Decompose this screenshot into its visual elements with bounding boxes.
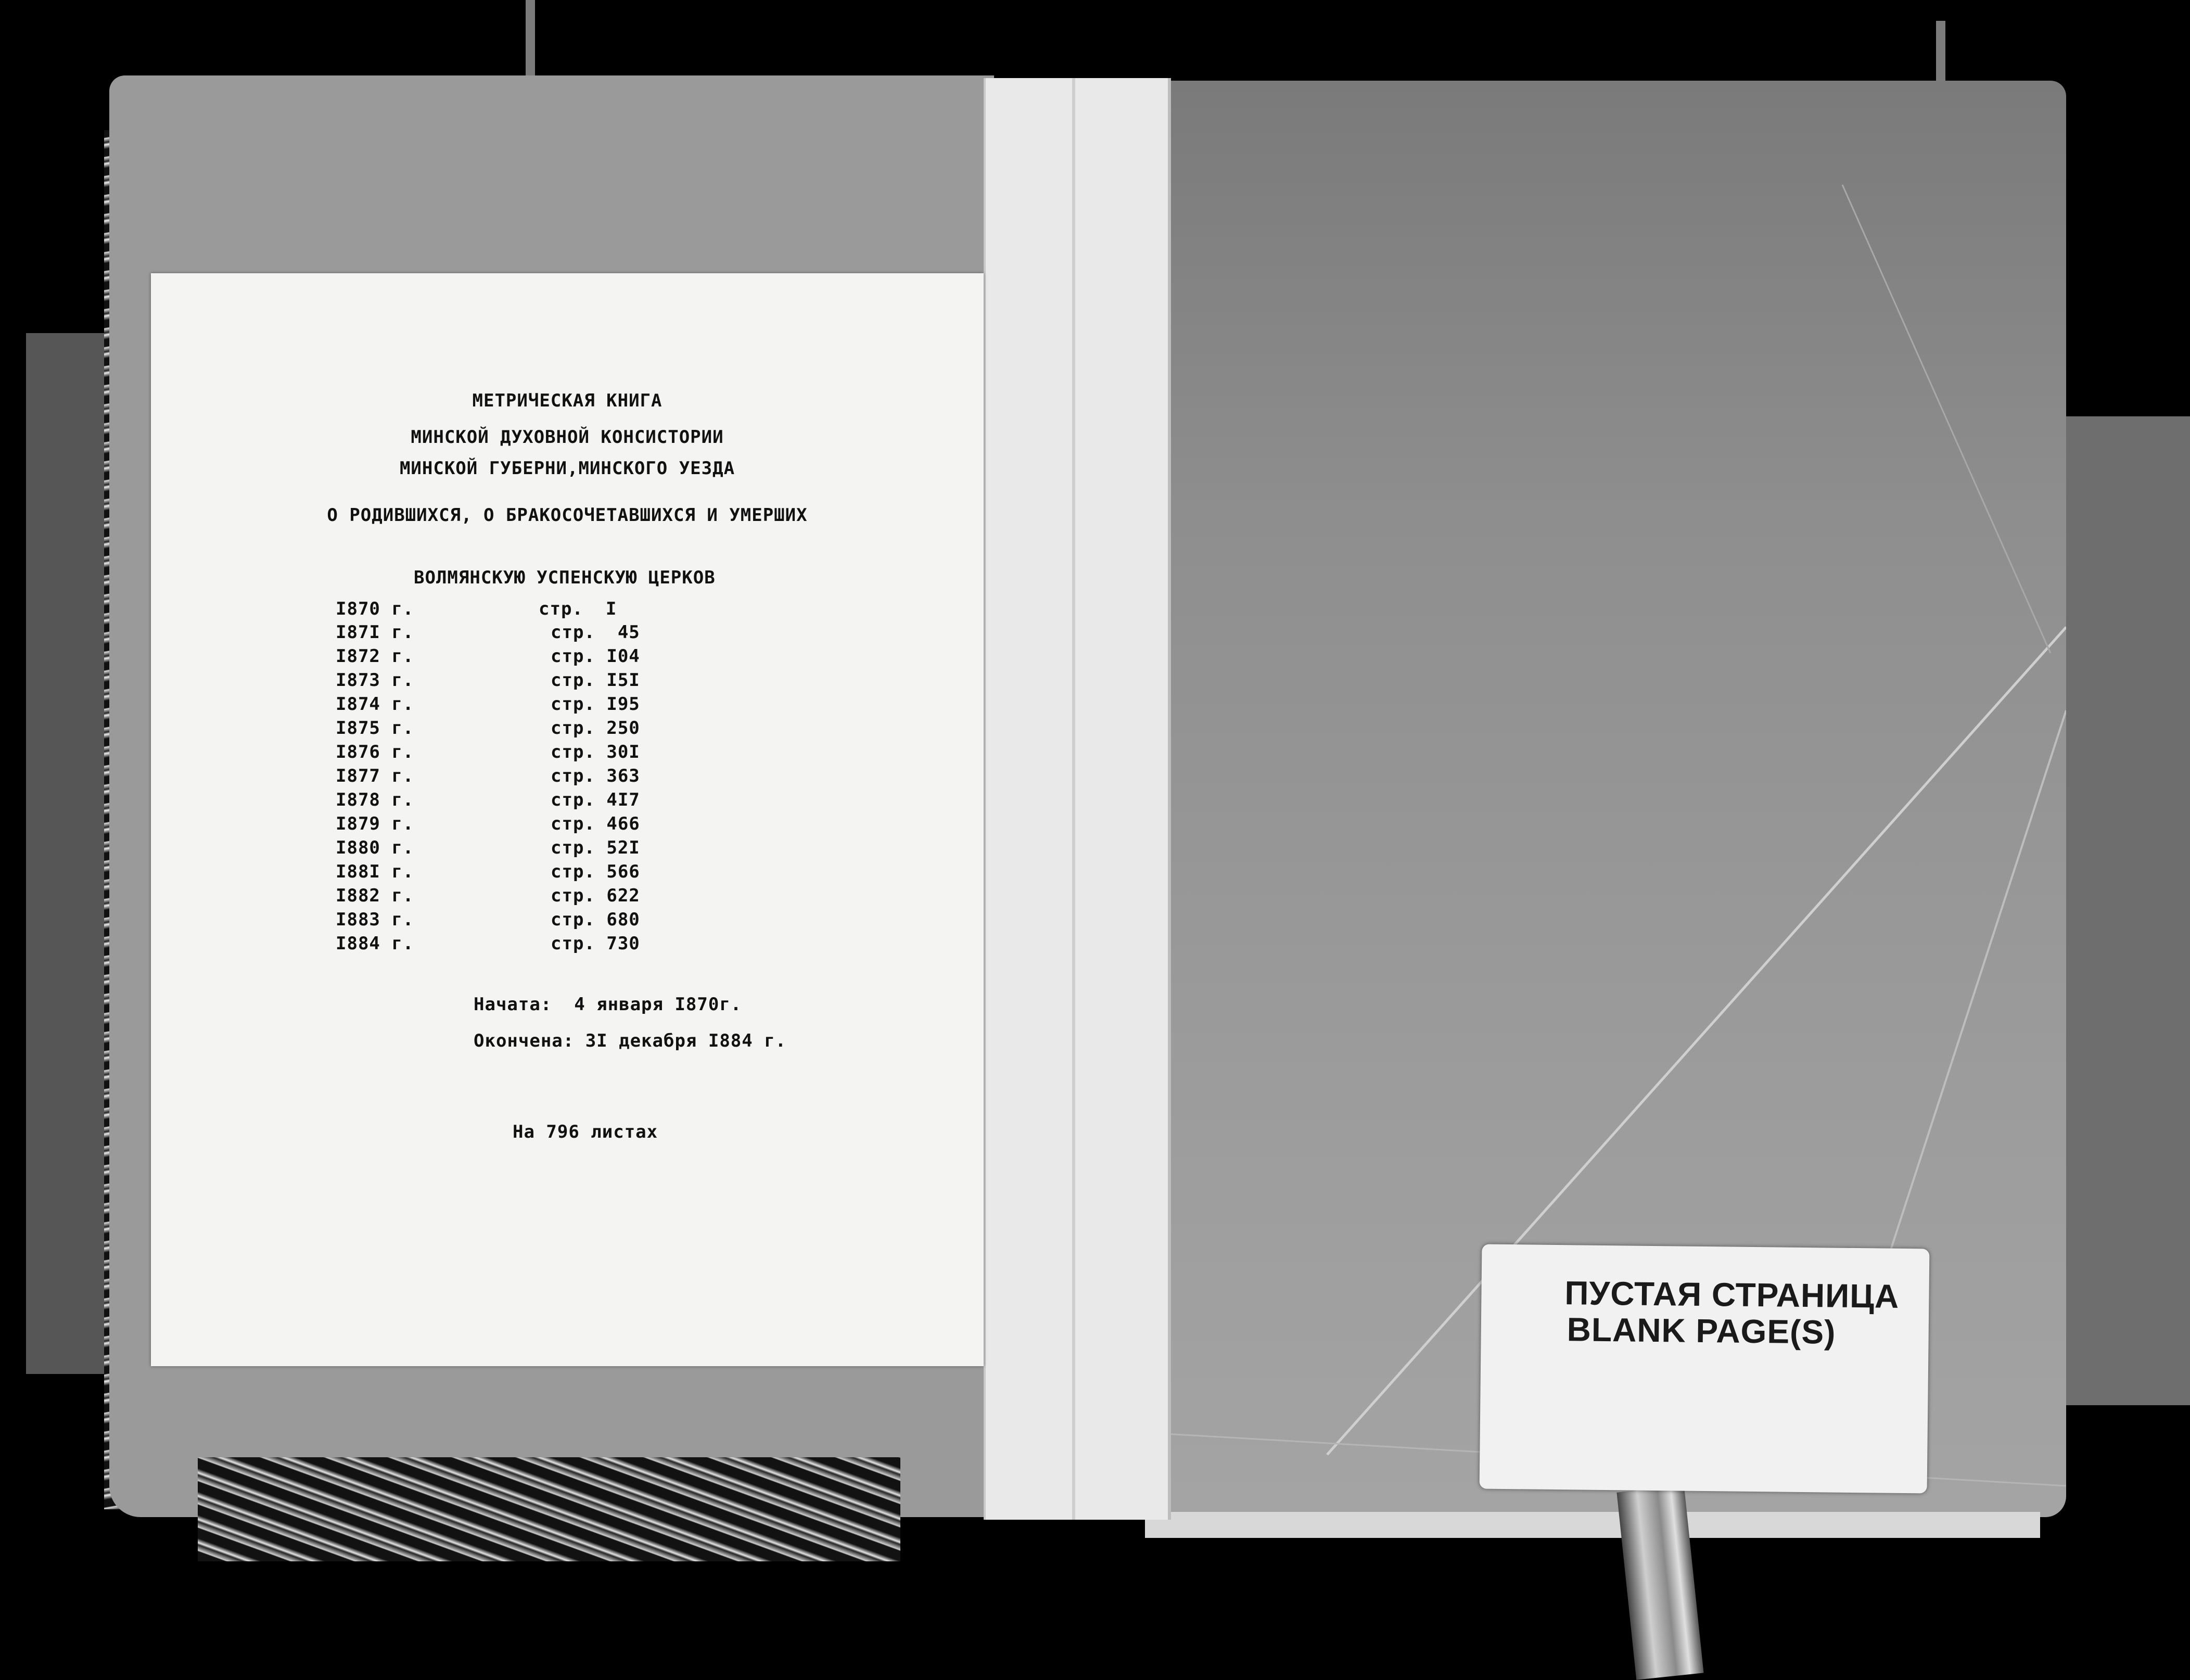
blank-page-card (1480, 1244, 1930, 1494)
year-row (151, 742, 984, 765)
page-ref: стр. 466 (551, 813, 640, 834)
page-ref: стр. 52I (551, 837, 640, 858)
year-row (151, 718, 984, 741)
started-date: Начата: 4 января I870г. (474, 994, 742, 1015)
heading-line-4: О РОДИВШИХСЯ, О БРАКОСОЧЕТАВШИХСЯ И УМЕРШИХ (327, 505, 808, 526)
year-label: I883 г. (336, 909, 414, 930)
page-ref: стр. 250 (551, 718, 640, 739)
backdrop-shelf-right (2045, 416, 2190, 1405)
year-label: I870 г. (336, 599, 414, 619)
year-row (151, 837, 984, 860)
year-row (151, 861, 984, 884)
year-label: I873 г. (336, 670, 414, 691)
year-row (151, 790, 984, 812)
marbled-bottom-edge (198, 1457, 900, 1561)
year-row (151, 933, 984, 956)
year-label: I879 г. (336, 813, 414, 834)
page-ref: стр. 622 (551, 885, 640, 906)
page-ref: стр. 566 (551, 861, 640, 882)
year-label: I877 г. (336, 766, 414, 786)
page-ref: стр. I04 (551, 646, 640, 667)
tape-fold-line (1072, 78, 1075, 1520)
page-ref: стр. I5I (551, 670, 640, 691)
year-row (151, 766, 984, 788)
year-label: I875 г. (336, 718, 414, 739)
heading-line-3: МИНСКОЙ ГУБЕРНИ,МИНСКОГО УЕЗДА (399, 458, 735, 479)
year-row (151, 622, 984, 645)
year-row (151, 885, 984, 908)
year-label: I880 г. (336, 837, 414, 858)
page-ref: стр. 4I7 (551, 790, 640, 810)
finished-date: Окончена: 3I декабря I884 г. (474, 1030, 787, 1051)
church-name: ВОЛМЯНСКУЮ УСПЕНСКУЮ ЦЕРКОВ (414, 567, 716, 588)
blank-card-russian: ПУСТАЯ СТРАНИЦА (1564, 1274, 1900, 1315)
page-ref: стр. 30I (551, 742, 640, 762)
page-ref: стр. 680 (551, 909, 640, 930)
page-ref: стр. 363 (551, 766, 640, 786)
year-label: I878 г. (336, 790, 414, 810)
title-sheet (151, 273, 984, 1366)
year-row (151, 646, 984, 669)
year-label: I87I г. (336, 622, 414, 643)
binding-clip-left (526, 0, 535, 78)
page-ref: стр. I95 (551, 694, 640, 715)
heading-line-1: МЕТРИЧЕСКАЯ КНИГА (472, 390, 663, 411)
blank-card-english: BLANK PAGE(S) (1567, 1310, 1836, 1351)
year-label: I88I г. (336, 861, 414, 882)
year-row (151, 909, 984, 932)
page-ref: стр. I (539, 599, 617, 619)
sheet-count: На 796 листах (513, 1122, 658, 1142)
page-ref: стр. 45 (551, 622, 640, 643)
year-label: I874 г. (336, 694, 414, 715)
year-row (151, 670, 984, 693)
center-tape-strip (984, 78, 1171, 1520)
year-label: I884 г. (336, 933, 414, 954)
year-row (151, 694, 984, 717)
heading-line-2: МИНСКОЙ ДУХОВНОЙ КОНСИСТОРИИ (411, 427, 724, 448)
year-row (151, 813, 984, 836)
year-label: I882 г. (336, 885, 414, 906)
year-row (151, 599, 984, 621)
page-ref: стр. 730 (551, 933, 640, 954)
right-page-bottom-edge (1145, 1512, 2040, 1538)
year-label: I872 г. (336, 646, 414, 667)
year-label: I876 г. (336, 742, 414, 762)
